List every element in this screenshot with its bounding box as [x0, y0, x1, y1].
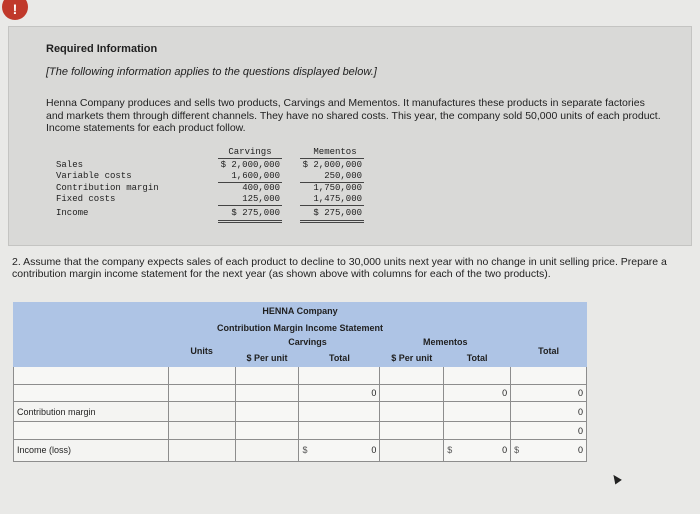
divider [300, 220, 364, 221]
statement-title: Contribution Margin Income Statement [14, 320, 587, 335]
divider [300, 205, 364, 206]
units-header: Units [168, 336, 235, 367]
row1-carvings-per-unit-input[interactable] [235, 367, 299, 385]
row2-carvings-per-unit-input[interactable] [235, 384, 299, 402]
divider [300, 222, 364, 223]
carvings-variable-costs: 1,600,000 [231, 171, 280, 181]
cm-total: 0 [511, 402, 587, 422]
carvings-contribution-margin: 400,000 [242, 183, 280, 193]
carvings-total-header: Total [299, 349, 380, 367]
income-carvings-value: 0 [371, 445, 377, 456]
divider [300, 158, 364, 159]
row2-carvings-total: 0 [299, 384, 380, 402]
fixed-costs-label: Fixed costs [56, 194, 116, 204]
carvings-sales: $ 2,000,000 [220, 160, 280, 170]
row4-carvings-per-unit-input[interactable] [235, 422, 299, 440]
income-label: Income [56, 208, 89, 218]
mementos-header: Mementos [313, 147, 357, 157]
income-carvings-total [299, 439, 380, 461]
row4-carvings-total [299, 422, 380, 440]
income-loss-row-label: Income (loss) [14, 439, 169, 461]
carvings-per-unit-header: $ Per unit [235, 349, 299, 367]
problem-description: Henna Company produces and sells two products, Carvings and Mementos. It manufactures these products in separate factories and markets them through different channels. They have no shared costs. This year, the company sold 50,000 units of each product. Income statements for each product follow. [46, 97, 661, 134]
divider [218, 220, 282, 221]
divider [218, 205, 282, 206]
answer-table [13, 302, 587, 462]
alert-icon: ! [2, 0, 28, 20]
mementos-column-header: Mementos [380, 336, 511, 349]
row4-total: 0 [511, 422, 587, 440]
dollar-sign: $ [447, 445, 453, 456]
income-total [511, 439, 587, 461]
cm-mementos-per-unit[interactable] [380, 402, 444, 422]
row1-mementos-per-unit-input[interactable] [380, 367, 444, 385]
divider [218, 222, 282, 223]
grand-total-header: Total [511, 336, 587, 367]
mementos-per-unit-header: $ Per unit [380, 349, 444, 367]
row1-units-input[interactable] [168, 367, 235, 385]
row2-units-input[interactable] [168, 384, 235, 402]
row1-label-input[interactable] [14, 367, 169, 385]
row4-label-input[interactable] [14, 422, 169, 440]
row1-mementos-total [444, 367, 511, 385]
mementos-variable-costs: 250,000 [324, 171, 362, 181]
row1-carvings-total [299, 367, 380, 385]
mementos-contribution-margin: 1,750,000 [313, 183, 362, 193]
row1-total [511, 367, 587, 385]
required-information-title: Required Information [46, 43, 158, 55]
divider [218, 158, 282, 159]
row4-mementos-per-unit-input[interactable] [380, 422, 444, 440]
income-mementos-total [444, 439, 511, 461]
sales-label: Sales [56, 160, 84, 170]
mouse-cursor-icon [610, 473, 622, 485]
mementos-total-header: Total [444, 349, 511, 367]
contribution-margin-label: Contribution margin [56, 183, 159, 193]
mementos-fixed-costs: 1,475,000 [313, 194, 362, 204]
row2-mementos-per-unit-input[interactable] [380, 384, 444, 402]
carvings-header: Carvings [228, 147, 272, 157]
row2-label-input[interactable] [14, 384, 169, 402]
row2-mementos-total: 0 [444, 384, 511, 402]
question-text: 2. Assume that the company expects sales of each product to decline to 30,000 units next year with no change in unit selling price. Prepare a contribution margin income statement for the next year (as shown above with columns for each of the two products). [12, 256, 667, 280]
dollar-sign: $ [514, 445, 520, 456]
dollar-sign: $ [302, 445, 308, 456]
row4-mementos-total [444, 422, 511, 440]
company-name: HENNA Company [14, 303, 587, 321]
mementos-income: $ 275,000 [313, 208, 362, 218]
row2-total: 0 [511, 384, 587, 402]
income-mementos-value: 0 [502, 445, 508, 456]
cm-carvings-per-unit[interactable] [235, 402, 299, 422]
required-information-subtitle: [The following information applies to the questions displayed below.] [46, 66, 377, 78]
carvings-income: $ 275,000 [231, 208, 280, 218]
income-total-value: 0 [577, 445, 583, 456]
carvings-fixed-costs: 125,000 [242, 194, 280, 204]
mementos-sales: $ 2,000,000 [302, 160, 362, 170]
contribution-margin-row-label: Contribution margin [14, 402, 169, 422]
variable-costs-label: Variable costs [56, 171, 132, 181]
carvings-column-header: Carvings [235, 336, 380, 349]
